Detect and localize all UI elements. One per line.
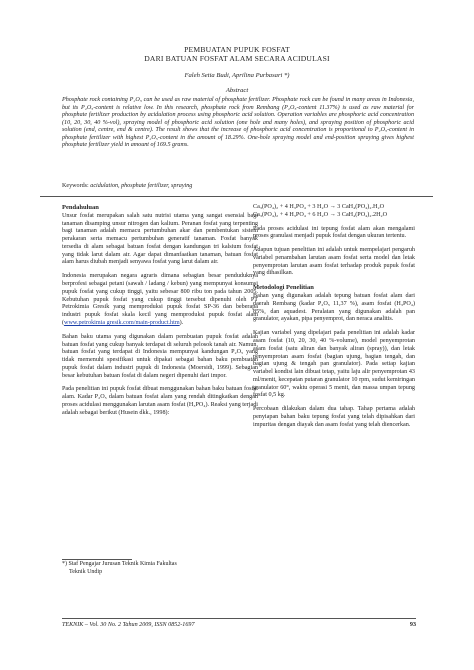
abstract-divider xyxy=(40,196,433,197)
authors: Faleh Setia Budi, Aprilina Purbasari *) xyxy=(184,72,290,79)
reaction-equation-2: Ca₃(PO₄)₂ + 4 H₃PO₄ + 6 H₂O → 3 CaH₄(PO₄)₂.2H₂O xyxy=(253,211,388,218)
keywords-label: Keywords: xyxy=(62,183,89,189)
footnote-line-1: *) Staf Pengajar Jurusan Teknik Kimia Fakultas xyxy=(62,561,177,567)
title-line-2: DARI BATUAN FOSFAT ALAM SECARA ACIDULASI xyxy=(144,54,330,64)
paragraph: Indonesia merupakan negara agraris dimana sebagian besar penduduknya berprofesi sebagai petani (sawah / ladang / kebun) yang mempunyai konsumsi pupuk fosfat yang cukup tinggi, yaitu sebesar 800 ribu ton pada tahun 2005. Kebutuhan pupuk fosfat yang cukup tinggi tersebut dipenuhi oleh PT Petrokimia Gresik yang memproduksi pupuk fosfat SP-36 dan beberapa industri pupuk fosfat skala kecil yang memproduksi pupuk fosfat alam (www.petrokimia gresik.com/main-product.htm). xyxy=(62,273,258,326)
paragraph: Kajian variabel yang dipelajari pada penelitian ini adalah kadar asam fosfat (10, 20, 30, 40 %-volume), model penyemprotan asam fosfat (satu aliran dan banyak aliran (spray)), dan letak penyemprotan asam fosfat (bagian ujung, bagian tengah, dan bagian ujung & tengah pan granulator). Pada setiap kajian variabel kondisi lain dibuat tetap, yaitu laju alir penyemprotan 43 ml/menit, kecepatan putaran granulator 10 rpm, sudut kemiringan granulator 60°, waktu operasi 5 menit, dan massa umpan tepung fosfat 0,5 kg. xyxy=(253,330,415,399)
paragraph: Pada proses acidulasi ini tepung fosfat alam akan mengalami proses granulasi menjadi pupuk fosfat dengan ukuran tertentu. xyxy=(253,225,415,240)
paper-title xyxy=(0,45,474,64)
paragraph: Pada penelitian ini pupuk fosfat dibuat menggunakan bahan baku batuan fosfat alam. Kadar P₂O₅ dalam batuan fosfat alam yang rendah ditingkatkan dengan proses acidulasi menggunakan larutan asam fosfat (H₃PO₄). Reaksi yang terjadi adalah sebagai berikut (Husein dkk., 1998): xyxy=(62,386,258,416)
left-column xyxy=(62,204,258,424)
page-number: 93 xyxy=(409,622,416,628)
abstract-text: Phosphate rock containing P₂O₅ can be used as raw material of phosphate fertilizer. Phosphate rock can be found in many areas in Indonesia, but its P₂O₅-content is relative low. In this research, phosphate rock from Rembang (P₂O₅-content 11.37%) is used as raw material for phosphate fertilizer production by acidulation process using phosphoric acid solution. Operation variables are phosphoric acid concentration (10, 20, 30, 40 %-vol), spraying model of phosphoric acid solution (one hole and many holes), and spraying position of phosphoric acid solution (end, centre, end & centre). The result shows that the increase of phosphoric acid concentration is proportional to P₂O₅-content in phosphate fertilizer with highest P₂O₅-content in the amount of 18.29%. One-hole spraying model and end-position spraying gives highest phosphate fertilizer yield in amount of 169.5 grams. xyxy=(62,97,414,149)
keywords xyxy=(62,183,414,189)
abstract-heading: Abstract xyxy=(225,87,249,94)
paragraph: Percobaan dilakukan dalam dua tahap. Tahap pertama adalah penyiapan bahan baku tepung fosfat yang telah dipisahkan dari impuritas dengan diayak dan asam fosfat yang telah diencerkan. xyxy=(253,406,415,428)
page-footer xyxy=(62,622,416,628)
petrokimia-link[interactable]: www.petrokimia gresik.com/main-product.htm xyxy=(64,319,180,326)
footnote-line-2: Teknik Undip xyxy=(69,568,103,575)
reaction-equation-1: Ca₃(PO₄)₂ + 4 H₃PO₄ + 3 H₂O → 3 CaH₄(PO₄)₂.H₂O xyxy=(253,204,385,210)
keywords-value: acidulation, phosphate fertilizer, spraying xyxy=(90,183,193,189)
paragraph: Unsur fosfat merupakan salah satu nutrisi utama yang sangat esensial bagi tanaman disamping unsur nitrogen dan kalium. Peranan fosfat yang terpenting bagi tanaman adalah memacu pertumbuhan akar dan pembentukan sistem perakaran serta memacu pertumbuhan generatif tanaman. Fosfat banyak tersedia di alam sebagai batuan fosfat dengan kandungan tri kalsium fosfat yang tidak larut dalam air. Agar dapat dimanfaatkan tanaman, batuan fosfat alam harus diubah menjadi senyawa fosfat yang larut dalam air. xyxy=(62,212,258,266)
right-column xyxy=(253,204,415,436)
title-line-1: PEMBUATAN PUPUK FOSFAT xyxy=(184,45,290,54)
journal-info: TEKNIK – Vol. 30 No. 2 Tahun 2009, ISSN 0852-1697 xyxy=(62,622,195,628)
paragraph: Bahan yang digunakan adalah tepung batuan fosfat alam dari daerah Rembang (kadar P₂O₅ 11,37 %), asam fosfat (H₃PO₄) 85%, dan aquadest. Peralatan yang digunakan adalah pan granulator, ayakan, pipa penyemprot, dan neraca analitis. xyxy=(253,293,415,323)
footer-divider xyxy=(62,618,416,619)
section-heading-introduction: Pendahuluan xyxy=(62,204,99,211)
section-heading-methodology: Metodologi Penelitian xyxy=(253,284,314,292)
paragraph: Bahan baku utama yang digunakan dalam pembuatan pupuk fosfat adalah batuan fosfat yang cukup banyak terdapat di seluruh pelosok tanah air. Namun, batuan fosfat yang terdapat di Indonesia mempunyai kandungan P₂O₅ yang tidak memenuhi spesifikasi untuk dipakai sebagai bahan baku pembuatan pupuk fosfat dalam industri pupuk di Indonesia (Moersidi, 1999). Sebagian besar kebutuhan batuan fosfat di dalam negeri dipenuhi dari impor. xyxy=(62,333,258,379)
paragraph: Adapun tujuan penelitian ini adalah untuk mempelajari pengaruh variabel penambahan larutan asam fosfat serta model dan letak penyemprotan larutan asam fosfat terhadap produk pupuk fosfat yang dihasilkan. xyxy=(253,247,415,277)
footnote-divider xyxy=(62,559,132,560)
footnote xyxy=(62,561,252,576)
